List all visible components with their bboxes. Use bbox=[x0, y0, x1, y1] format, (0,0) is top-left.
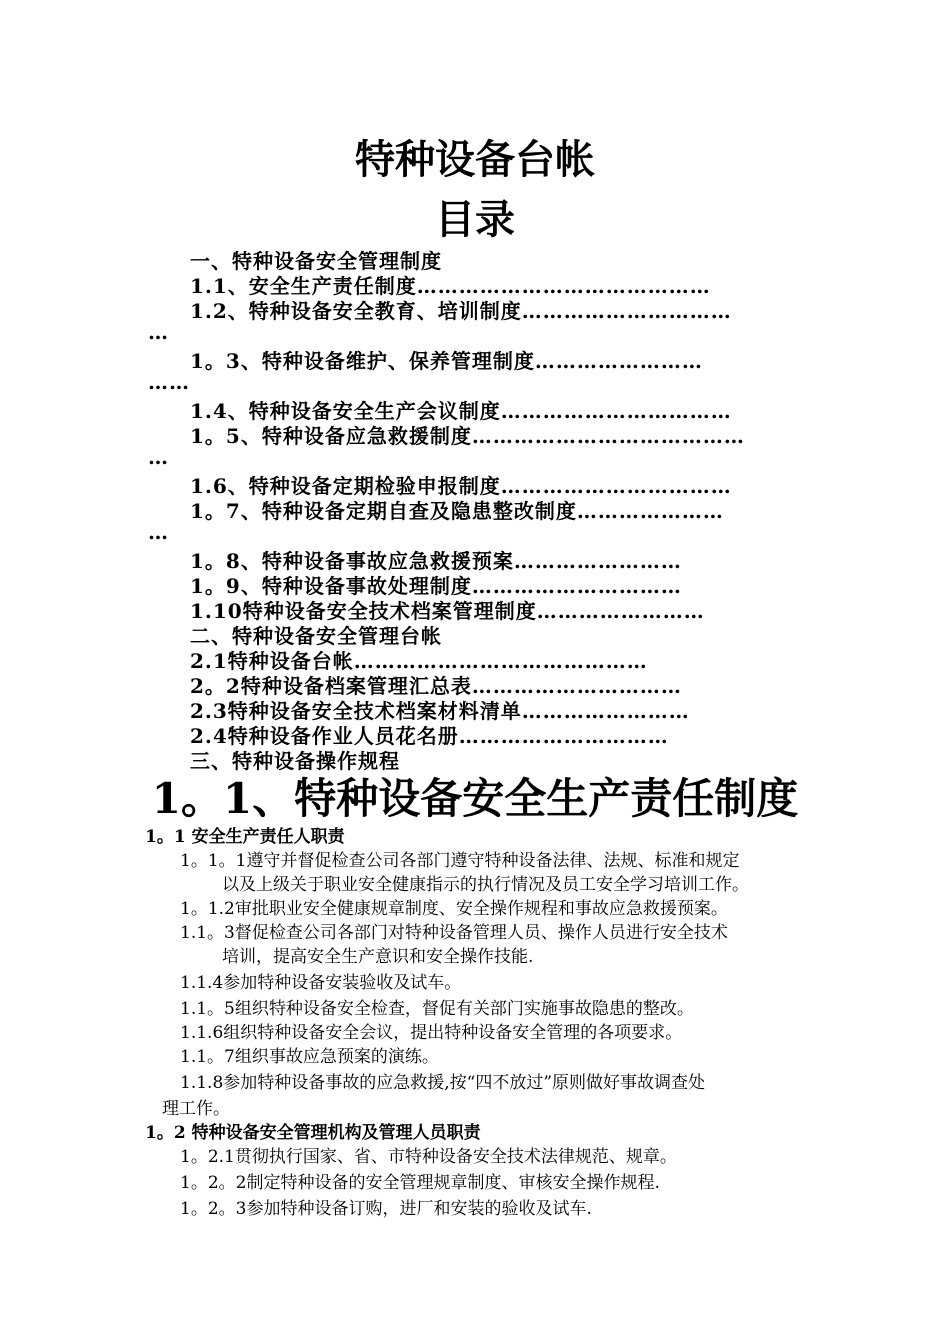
document-title: 特种设备台帐 bbox=[355, 136, 595, 183]
toc-heading: 目录 bbox=[435, 196, 515, 243]
toc-entry: 1。3、特种设备维护、保养管理制度…………………… bbox=[190, 349, 703, 373]
toc-entry: 1.2、特种设备安全教育、培训制度………………………… bbox=[190, 299, 732, 323]
toc-entry: 2。2特种设备档案管理汇总表………………………… bbox=[190, 674, 682, 698]
toc-entry: 1。7、特种设备定期自查及隐患整改制度………………… bbox=[190, 499, 724, 523]
clause-text: 1。2.1贯彻执行国家、省、市特种设备安全技术法律规范、规章。 bbox=[180, 1147, 677, 1167]
toc-entry: 1。9、特种设备事故处理制度………………………… bbox=[190, 574, 682, 598]
clause-text: 1。2。3参加特种设备订购，进厂和安装的验收及试车. bbox=[180, 1199, 592, 1219]
clause-text: 1。2。2制定特种设备的安全管理规章制度、审核安全操作规程. bbox=[180, 1173, 660, 1193]
clause-text: 以及上级关于职业安全健康指示的执行情况及员工安全学习培训工作。 bbox=[222, 875, 749, 895]
clause-text: 1.1。3督促检查公司各部门对特种设备管理人员、操作人员进行安全技术 bbox=[180, 923, 728, 943]
toc-entry: 2.1特种设备台帐…………………………………… bbox=[190, 649, 648, 673]
toc-entry: 三、特种设备操作规程 bbox=[190, 749, 400, 773]
clause-text: 1。1.2审批职业安全健康规章制度、安全操作规程和事故应急救援预案。 bbox=[180, 899, 728, 919]
subsection-heading: 1。1 安全生产责任人职责 bbox=[145, 827, 345, 847]
clause-text: 理工作。 bbox=[162, 1099, 230, 1119]
toc-entry: 一、特种设备安全管理制度 bbox=[190, 249, 442, 273]
clause-text: 1.1.8参加特种设备事故的应急救援,按“四不放过”原则做好事故调查处 bbox=[180, 1073, 706, 1093]
clause-text: 1.1.6组织特种设备安全会议，提出特种设备安全管理的各项要求。 bbox=[180, 1023, 683, 1043]
clause-text: 培训，提高安全生产意识和安全操作技能. bbox=[222, 947, 534, 967]
toc-entry-wrap: … bbox=[148, 445, 169, 469]
toc-entry: 1.1、安全生产责任制度…………………………………… bbox=[190, 274, 711, 298]
toc-entry: 1.4、特种设备安全生产会议制度…………………………… bbox=[190, 399, 732, 423]
clause-text: 1。1。1遵守并督促检查公司各部门遵守特种设备法律、法规、标准和规定 bbox=[180, 851, 740, 871]
toc-entry: 2.3特种设备安全技术档案材料清单…………………… bbox=[190, 699, 690, 723]
toc-entry-wrap: … bbox=[148, 320, 169, 344]
section-title: 1。1、特种设备安全生产责任制度 bbox=[151, 774, 799, 823]
toc-entry: 1.6、特种设备定期检验申报制度…………………………… bbox=[190, 474, 732, 498]
toc-entry-wrap: …… bbox=[148, 370, 190, 394]
subsection-heading: 1。2 特种设备安全管理机构及管理人员职责 bbox=[145, 1123, 481, 1143]
toc-entry: 1.10特种设备安全技术档案管理制度…………………… bbox=[190, 599, 705, 623]
toc-entry: 二、特种设备安全管理台帐 bbox=[190, 624, 442, 648]
toc-entry-wrap: … bbox=[148, 520, 169, 544]
clause-text: 1.1。5组织特种设备安全检查，督促有关部门实施事故隐患的整改。 bbox=[180, 999, 694, 1019]
toc-entry: 1。5、特种设备应急救援制度………………………………… bbox=[190, 424, 745, 448]
toc-entry: 2.4特种设备作业人员花名册………………………… bbox=[190, 724, 669, 748]
clause-text: 1.1.4参加特种设备安装验收及试车。 bbox=[180, 973, 462, 993]
clause-text: 1.1。7组织事故应急预案的演练。 bbox=[180, 1047, 439, 1067]
toc-entry: 1。8、特种设备事故应急救援预案…………………… bbox=[190, 549, 682, 573]
